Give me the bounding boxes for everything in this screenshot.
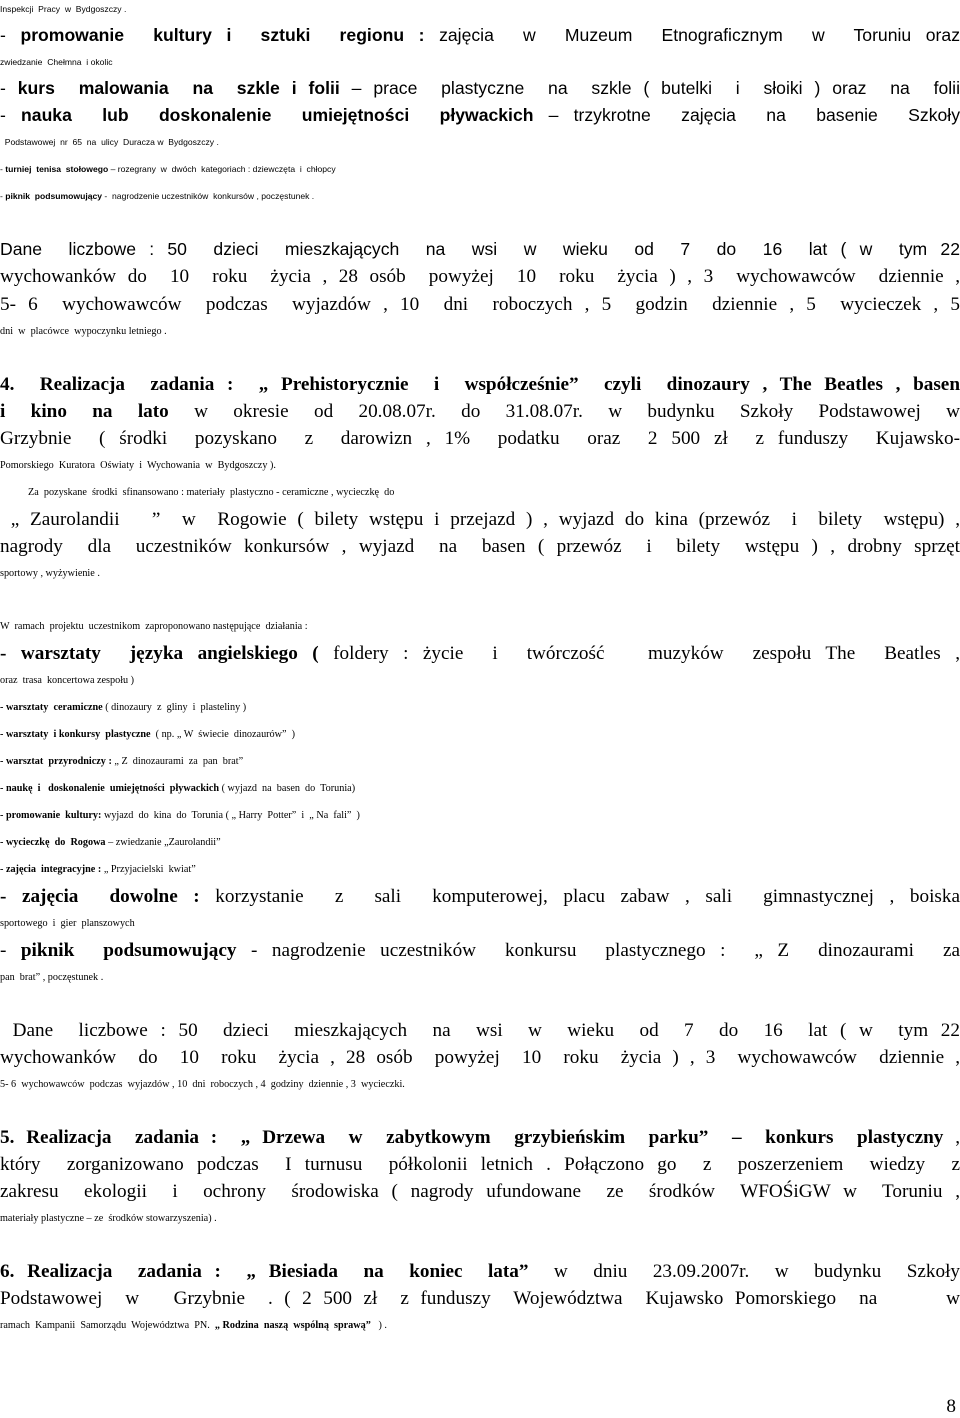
text-line xyxy=(0,452,960,479)
text-line xyxy=(0,1178,960,1205)
text-line xyxy=(0,425,960,452)
text-segment: dni w placówce wypoczynku letniego . xyxy=(0,326,167,337)
bold-text-segment: - zajęcia dowolne : xyxy=(0,886,200,907)
bold-text-segment: kurs malowania na szkle i folii xyxy=(17,78,340,98)
bold-text-segment: nauka lub doskonalenie umiejętności pływackich xyxy=(21,105,534,125)
text-segment: 5- 6 wychowawców podczas wyjazdów , 10 dni roboczych , 5 godzin dziennie , 5 wycieczek , 5 xyxy=(0,294,960,315)
text-segment: „ Przyjacielski kwiat” xyxy=(101,864,196,875)
text-segment: „ Zaurolandii ” w Rogowie ( bilety wstępu i przejazd ) , wyjazd do kina (przewóz i bilety wstępu) , xyxy=(0,509,960,530)
text-line xyxy=(0,1258,960,1285)
text-segment: ( wyjazd na basen do Torunia) xyxy=(219,783,356,794)
text-line xyxy=(0,533,960,560)
text-segment: materiały plastyczne – ze środków stowarzyszenia) . xyxy=(0,1213,217,1224)
text-line xyxy=(0,1285,960,1312)
text-line xyxy=(0,1151,960,1178)
bold-text-segment: - wycieczkę do Rogowa xyxy=(0,837,106,848)
text-line xyxy=(0,371,960,398)
text-segment: korzystanie z sali komputerowej, placu zabaw , sali gimnastycznej , boiska xyxy=(199,886,960,907)
text-line xyxy=(0,156,960,183)
bold-text-segment: i kino na lato xyxy=(0,401,169,422)
text-segment: – rozegrany w dwóch kategoriach : dziewczęta i chłopcy xyxy=(108,164,336,174)
text-segment: zajęcia w Muzeum Etnograficznym w Toruniu oraz xyxy=(424,25,960,45)
text-segment: - nagrodzenie uczestników konkursu plastycznego : „ Z dinozaurami za xyxy=(236,940,960,961)
text-line xyxy=(0,1312,960,1339)
text-segment: Dane liczbowe : 50 dzieci mieszkających na wsi w wieku od 7 do 16 lat ( w tym 22 xyxy=(0,1020,960,1041)
text-line xyxy=(0,856,960,883)
text-line xyxy=(0,318,960,345)
text-segment: foldery : życie i twórczość muzyków zespołu The Beatles , xyxy=(318,643,960,664)
text-line xyxy=(0,1044,960,1071)
text-line xyxy=(0,102,960,129)
text-segment: - xyxy=(0,940,21,961)
text-segment: – prace plastyczne na szkle ( butelki i słoiki ) oraz na folii xyxy=(339,78,960,98)
text-line xyxy=(0,1017,960,1044)
bold-text-segment: promowanie kultury i sztuki regionu : xyxy=(20,25,425,45)
text-segment: w okresie od 20.08.07r. do 31.08.07r. w budynku Szkoły Podstawowej w xyxy=(168,401,960,422)
text-segment: ( dinozaury z gliny i plasteliny ) xyxy=(102,702,247,713)
text-line xyxy=(0,883,960,910)
text-segment: ) . xyxy=(370,1320,387,1331)
text-segment: który zorganizowano podczas I turnusu półkolonii letnich . Połączono go z poszerzeniem wiedzy z xyxy=(0,1154,960,1175)
text-segment: – trzykrotne zajęcia na basenie Szkoły xyxy=(533,105,960,125)
bold-text-segment: - zajęcia integracyjne : xyxy=(0,864,102,875)
text-line xyxy=(0,75,960,102)
bold-text-segment: - warsztaty języka angielskiego ( xyxy=(0,643,319,664)
bold-text-segment: „ Rodzina naszą wspólną sprawą” xyxy=(214,1320,371,1331)
text-segment: - xyxy=(0,164,6,174)
text-line xyxy=(0,291,960,318)
text-segment: - xyxy=(0,105,22,125)
text-segment: zakresu ekologii i ochrony środowiska ( nagrody ufundowane ze środków WFOŚiGW w Toruniu , xyxy=(0,1181,960,1202)
text-segment: wyjazd do kina do Torunia ( „ Harry Potter” i „ Na fali” ) xyxy=(101,810,360,821)
text-line xyxy=(0,748,960,775)
bold-text-segment: 5. Realizacja zadania : „ Drzewa w zabytkowym grzybieńskim parku” – konkurs plastyczny xyxy=(0,1127,944,1148)
text-line xyxy=(0,236,960,263)
text-segment: Podstawowej w Grzybnie . ( 2 500 zł z funduszy Województwa Kujawsko Pomorskiego na w xyxy=(0,1288,960,1309)
bold-text-segment: turniej tenisa stołowego xyxy=(5,164,109,174)
bold-text-segment: - warsztat przyrodniczy : xyxy=(0,756,112,767)
text-segment: W ramach projektu uczestnikom zaproponowano następujące działania : xyxy=(0,621,308,632)
text-line xyxy=(0,1205,960,1232)
text-line xyxy=(0,22,960,49)
text-segment: oraz trasa koncertowa zespołu ) xyxy=(0,675,135,686)
text-segment: Grzybnie ( środki pozyskano z darowizn , 1% podatku oraz 2 500 zł z funduszy Kujawsko- xyxy=(0,428,960,449)
text-line xyxy=(0,667,960,694)
text-segment: pan brat” , poczęstunek . xyxy=(0,972,104,983)
text-segment: ( np. „ W świecie dinozaurów” ) xyxy=(150,729,296,740)
bold-text-segment: - promowanie kultury: xyxy=(0,810,102,821)
text-segment: - xyxy=(0,78,18,98)
bold-text-segment: - naukę i doskonalenie umiejętności pływackich xyxy=(0,783,220,794)
bold-text-segment: - warsztaty ceramiczne xyxy=(0,702,103,713)
text-line xyxy=(0,910,960,937)
text-segment: - xyxy=(0,191,6,201)
text-segment: 5- 6 wychowawców podczas wyjazdów , 10 dni roboczych , 4 godziny dziennie , 3 wycieczki. xyxy=(0,1079,405,1090)
text-segment: w dniu 23.09.2007r. w budynku Szkoły xyxy=(528,1261,960,1282)
text-segment: ramach Kampanii Samorządu Województwa PN. xyxy=(0,1320,215,1331)
text-segment: Pomorskiego Kuratora Oświaty i Wychowania w Bydgoszczy ). xyxy=(0,460,276,471)
text-line xyxy=(0,506,960,533)
text-line xyxy=(0,694,960,721)
text-line xyxy=(0,640,960,667)
text-line xyxy=(0,1071,960,1098)
text-segment: Podstawowej nr 65 na ulicy Duracza w Bydgoszczy . xyxy=(0,137,219,147)
text-segment: Za pozyskane środki sfinansowano : materiały plastyczno - ceramiczne , wycieczkę do xyxy=(0,487,395,498)
text-segment: sportowy , wyżywienie . xyxy=(0,568,100,579)
page-number: 8 xyxy=(946,1396,956,1417)
bold-text-segment: piknik podsumowujący xyxy=(20,940,237,961)
text-segment: zwiedzanie Chełmna i okolic xyxy=(0,57,113,67)
text-segment: - xyxy=(0,25,21,45)
text-segment: - nagrodzenie uczestników konkursów , poczęstunek . xyxy=(102,191,315,201)
text-line xyxy=(0,0,960,23)
text-line xyxy=(0,1124,960,1151)
bold-text-segment: 4. Realizacja zadania : „ Prehistorycznie i współcześnie” czyli dinozaury , The Beatles , basen xyxy=(0,374,960,395)
text-line xyxy=(0,49,960,76)
text-segment: Dane liczbowe : 50 dzieci mieszkających na wsi w wieku od 7 do 16 lat ( w tym 22 xyxy=(0,239,960,259)
text-line xyxy=(0,183,960,210)
text-line xyxy=(0,829,960,856)
text-segment: wychowanków do 10 roku życia , 28 osób powyżej 10 roku życia ) , 3 wychowawców dziennie , xyxy=(0,1047,960,1068)
text-segment: sportowego i gier planszowych xyxy=(0,918,135,929)
text-segment: wychowanków do 10 roku życia , 28 osób powyżej 10 roku życia ) , 3 wychowawców dziennie , xyxy=(0,266,960,287)
text-line xyxy=(0,937,960,964)
text-line xyxy=(0,964,960,991)
text-line xyxy=(0,721,960,748)
bold-text-segment: piknik podsumowujący xyxy=(5,191,103,201)
bold-text-segment: 6. Realizacja zadania : „ Biesiada na koniec lata” xyxy=(0,1261,529,1282)
text-line xyxy=(0,613,960,640)
bold-text-segment: - warsztaty i konkursy plastyczne xyxy=(0,729,151,740)
text-segment: – zwiedzanie „Zaurolandii” xyxy=(105,837,221,848)
text-line xyxy=(0,398,960,425)
text-segment: „ Z dinozaurami za pan brat” xyxy=(111,756,244,767)
text-line xyxy=(0,775,960,802)
text-line xyxy=(0,802,960,829)
text-segment: , xyxy=(943,1127,960,1148)
text-line xyxy=(0,560,960,587)
text-line xyxy=(0,263,960,290)
text-segment: Inspekcji Pracy w Bydgoszczy . xyxy=(0,4,127,14)
text-line xyxy=(0,129,960,156)
text-segment: nagrody dla uczestników konkursów , wyjazd na basen ( przewóz i bilety wstępu ) , drobny sprzęt xyxy=(0,536,960,557)
text-line xyxy=(0,479,960,506)
